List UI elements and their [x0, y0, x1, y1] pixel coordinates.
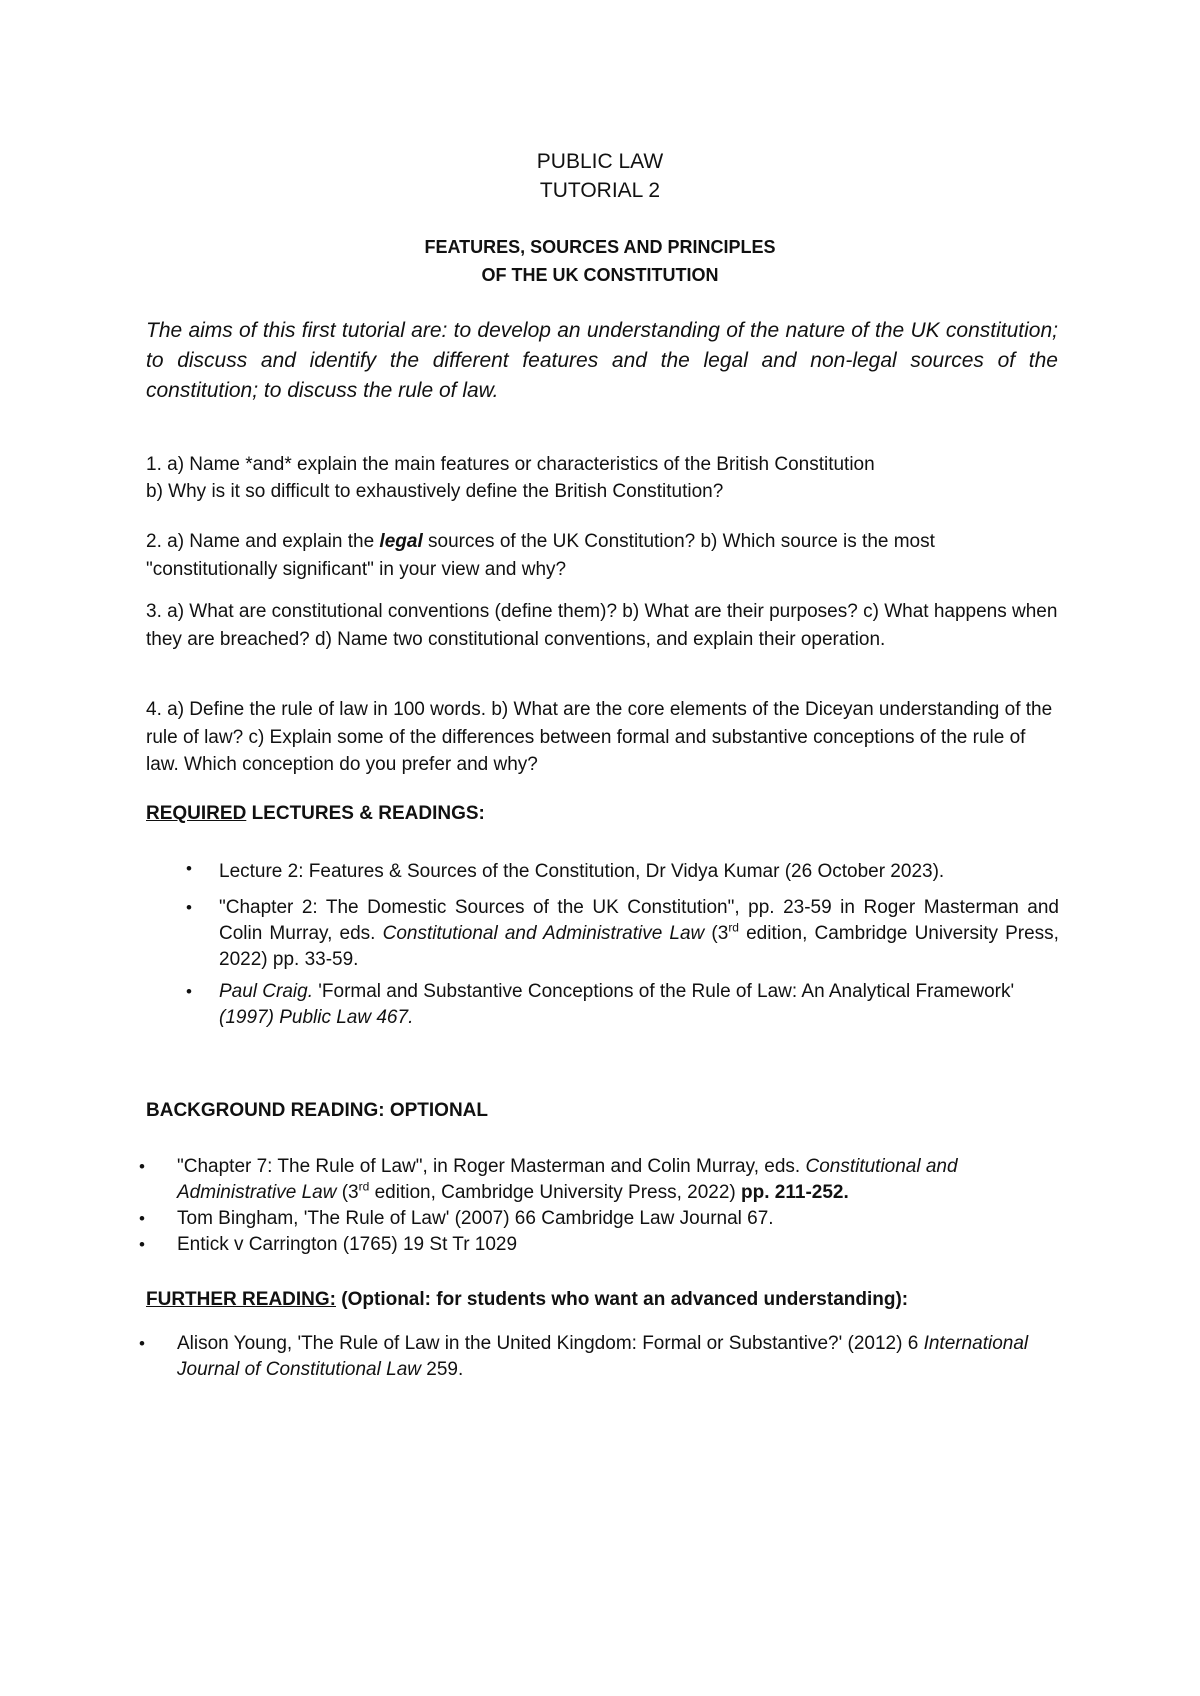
further-reading-heading	[146, 1286, 1058, 1314]
required-item-2-edition: (3	[704, 923, 729, 944]
required-item-3-title: 'Formal and Substantive Conceptions of the Rule of Law: An Analytical Framework'	[313, 981, 1015, 1002]
question-1a: 1. a) Name *and* explain the main features or characteristics of the British Constitution	[146, 454, 875, 475]
question-4: 4. a) Define the rule of law in 100 words. b) What are the core elements of the Diceyan understanding of the rule of law? c) Explain some of the differences between formal and substantive conceptions of the rule of law. Which conception do you prefer and why?	[146, 699, 1053, 775]
title-line-1: PUBLIC LAW	[536, 150, 664, 173]
bullet-icon: •	[186, 898, 192, 917]
required-item-2-publisher: edition, Cambridge University Press, 2022) pp. 33-59.	[219, 923, 1059, 970]
list-item	[139, 1331, 1059, 1383]
question-1b: b) Why is it so difficult to exhaustively define the British Constitution?	[146, 481, 724, 502]
further-item-1-page: 259.	[420, 1359, 464, 1380]
background-item-1-edition: (3	[336, 1182, 359, 1203]
bullet-icon: •	[186, 859, 192, 878]
list-item	[186, 856, 1059, 887]
required-item-1: Lecture 2: Features & Sources of the Constitution, Dr Vidya Kumar (26 October 2023).	[219, 861, 945, 882]
background-item-1-sup: rd	[358, 1179, 370, 1194]
bullet-icon: •	[186, 982, 192, 1001]
subtitle-line-2: OF THE UK CONSTITUTION	[481, 265, 719, 285]
further-item-1-text: Alison Young, 'The Rule of Law in the United Kingdom: Formal or Substantive?' (2012) 6	[177, 1333, 924, 1354]
background-item-2: Tom Bingham, 'The Rule of Law' (2007) 66 Cambridge Law Journal 67.	[177, 1208, 774, 1229]
question-2-emphasis: legal	[379, 531, 423, 552]
title-line-2: TUTORIAL 2	[539, 179, 661, 202]
required-item-2-book: Constitutional and Administrative Law	[382, 923, 705, 944]
required-readings-list	[186, 856, 1059, 1037]
question-3: 3. a) What are constitutional conventions (define them)? b) What are their purposes? c) What happens when they are breached? d) Name two constitutional conventions, and explain their operation.	[146, 601, 1058, 650]
background-reading-list	[139, 1154, 1059, 1258]
required-readings-heading	[146, 800, 1058, 828]
bullet-icon: •	[139, 1235, 145, 1254]
further-heading-underlined: FURTHER READING:	[146, 1289, 336, 1310]
list-item	[139, 1232, 1059, 1258]
required-item-3-citation: (1997) Public Law 467.	[219, 1007, 414, 1028]
further-reading-list	[139, 1331, 1059, 1383]
bullet-icon: •	[139, 1157, 145, 1176]
list-item	[139, 1154, 1059, 1206]
required-item-2-sup: rd	[728, 920, 739, 935]
further-item-1-journal: International Journal of Constitutional Law	[177, 1333, 1029, 1380]
required-heading-underlined: REQUIRED	[146, 803, 247, 824]
background-item-1-publisher: edition, Cambridge University Press, 2022)	[369, 1182, 742, 1203]
bullet-icon: •	[139, 1209, 145, 1228]
background-item-1-pages: pp. 211-252.	[741, 1182, 849, 1203]
required-item-2-text: "Chapter 2: The Domestic Sources of the UK Constitution", pp. 23-59 in Roger Masterman and Colin Murray, eds.	[219, 897, 1059, 944]
subtitle-line-1: FEATURES, SOURCES AND PRINCIPLES	[424, 237, 776, 257]
aims-paragraph: The aims of this first tutorial are: to develop an understanding of the nature of the UK constitution; to discuss and identify the different features and the legal and non-legal sources of the constitution; to discuss the rule of law.	[146, 319, 1058, 402]
bullet-icon: •	[139, 1334, 145, 1353]
background-item-3: Entick v Carrington (1765) 19 St Tr 1029	[177, 1234, 518, 1255]
question-2-text-b: sources of the UK Constitution? b) Which source is the most "constitutionally significant" in your view and why?	[146, 531, 935, 580]
background-reading-heading: BACKGROUND READING: OPTIONAL	[146, 1100, 488, 1121]
list-item	[139, 1206, 1059, 1232]
background-item-1-text: "Chapter 7: The Rule of Law", in Roger Masterman and Colin Murray, eds.	[177, 1156, 806, 1177]
list-item	[186, 979, 1059, 1031]
background-item-1-book: Constitutional and Administrative Law	[177, 1156, 958, 1203]
question-2-text-a: 2. a) Name and explain the	[146, 531, 380, 552]
further-heading-rest: (Optional: for students who want an advanced understanding):	[336, 1289, 909, 1310]
required-item-3-author: Paul Craig.	[219, 981, 313, 1002]
list-item	[186, 895, 1059, 973]
question-2	[146, 528, 1058, 583]
required-heading-rest: LECTURES & READINGS:	[246, 803, 485, 824]
